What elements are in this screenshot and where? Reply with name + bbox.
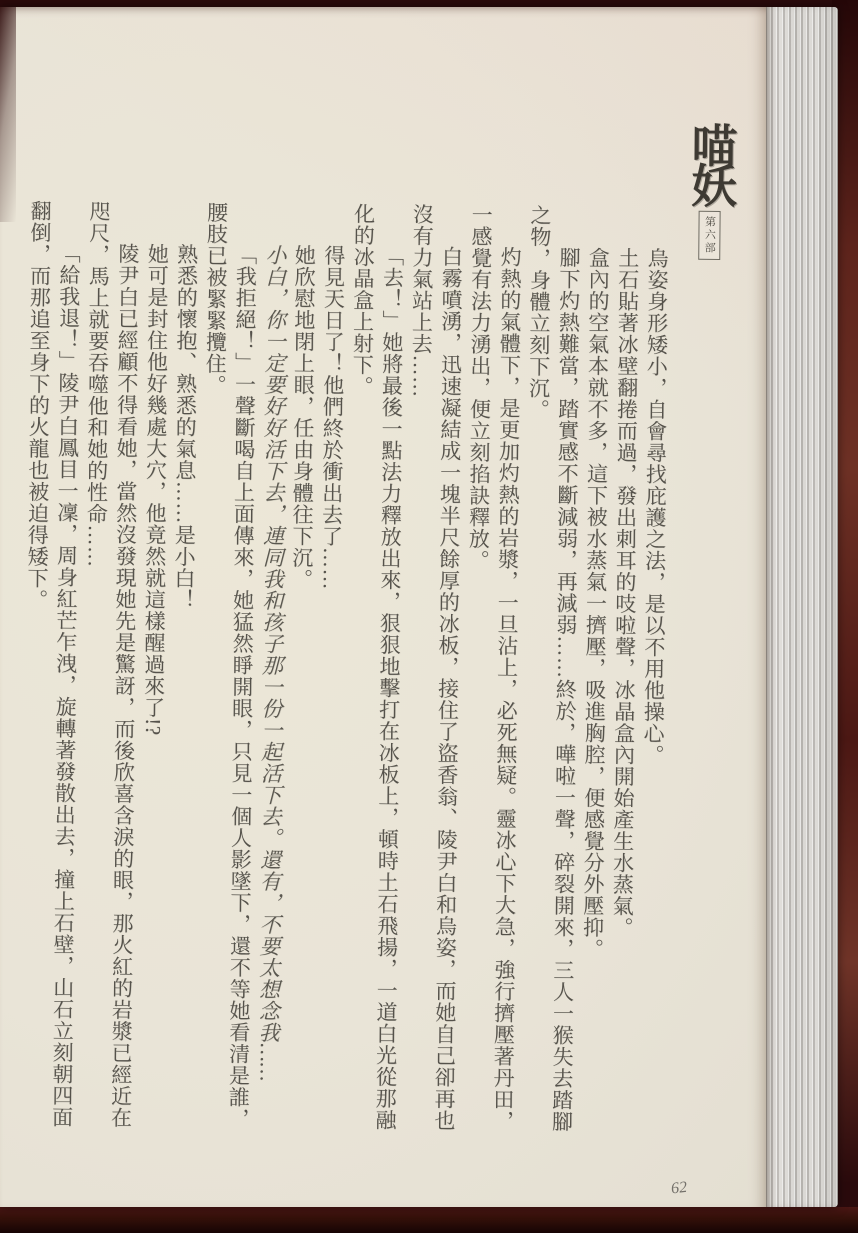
page-content — [0, 7, 771, 1207]
paragraph: 盒內的空氣本就不多，這下被水蒸氣一擠壓，吸進胸腔，便感覺分外壓抑。 — [580, 246, 611, 960]
paragraph: 白霧噴湧，迅速凝結成一塊半尺餘厚的冰板，接住了盜香翁、陵尹白和烏姿，而她自己卻再也沒有力氣站上去…… — [408, 203, 464, 1132]
series-logo — [671, 122, 748, 266]
paragraph: 陵尹白已經顧不得看她，當然沒發現她先是驚訝，而後欣喜含淚的眼，那火紅的岩漿已經近在咫尺，馬上就要吞噬他和她的性命…… — [83, 200, 141, 1129]
paragraph: 腳下灼熱難當，踏實感不斷減弱，再減弱……終於，嘩啦一聲，碎裂開來，三人一猴失去踏腳之物，身體立刻下沉。 — [526, 204, 582, 1133]
series-volume-badge: 第六部 — [698, 211, 720, 260]
paragraph: 「去！」她將最後一點法力釋放出來，狠狠地擊打在冰板上，頓時土石飛揚，一道白光從那融化的冰晶盒上射下。 — [349, 202, 405, 1131]
paragraph: 「給我退！」陵尹白鳳目一凜，周身紅芒乍洩，旋轉著發散出去，撞上石壁，山石立刻朝四面翻倒，而那追至身下的火龍也被迫得矮下。 — [24, 199, 82, 1128]
book — [0, 7, 838, 1207]
series-logo-title: 喵妖 — [684, 121, 737, 203]
paper-page — [0, 7, 766, 1207]
paragraph: 熟悉的懷抱、熟悉的氣息……是小白！ — [171, 243, 199, 611]
paragraph: 「我拒絕！」一聲斷喝自上面傳來，她猛然睜開眼，只見一個人影墜下，還不等她看清是誰，腰肢已被緊緊攬住。 — [202, 201, 258, 1130]
paragraph: 灼熱的氣體下，是更加灼熱的岩漿，一旦沾上，必死無疑。靈冰心下大急，強行擠壓著丹田，一感覺有法力湧出，便立刻掐訣釋放。 — [466, 203, 523, 1132]
paragraph: 她可是封住他好幾處大穴，他竟然就這樣醒過來了!? — [141, 242, 170, 736]
page-number: 62 — [670, 1178, 688, 1198]
paragraph: 她欣慰地閉上眼，任由身體往下沉。 — [289, 244, 317, 591]
background-bottom-edge — [0, 1207, 858, 1233]
paragraph-inner-monologue: 小白，你一定要好好活下去，連同我和孩子那一份一起活下去。還有，不要太想念我…… — [255, 243, 288, 1082]
body-text — [12, 200, 672, 1134]
paragraph: 土石貼著冰壁翻捲而過，發出刺耳的吱啦聲，冰晶盒內開始產生水蒸氣。 — [609, 247, 640, 939]
book-fore-edge — [764, 7, 838, 1207]
paragraph: 得見天日了！他們終於衝出去了…… — [318, 244, 346, 591]
paragraph: 烏姿身形矮小，自會尋找庇護之法，是以不用他操心。 — [640, 247, 670, 766]
